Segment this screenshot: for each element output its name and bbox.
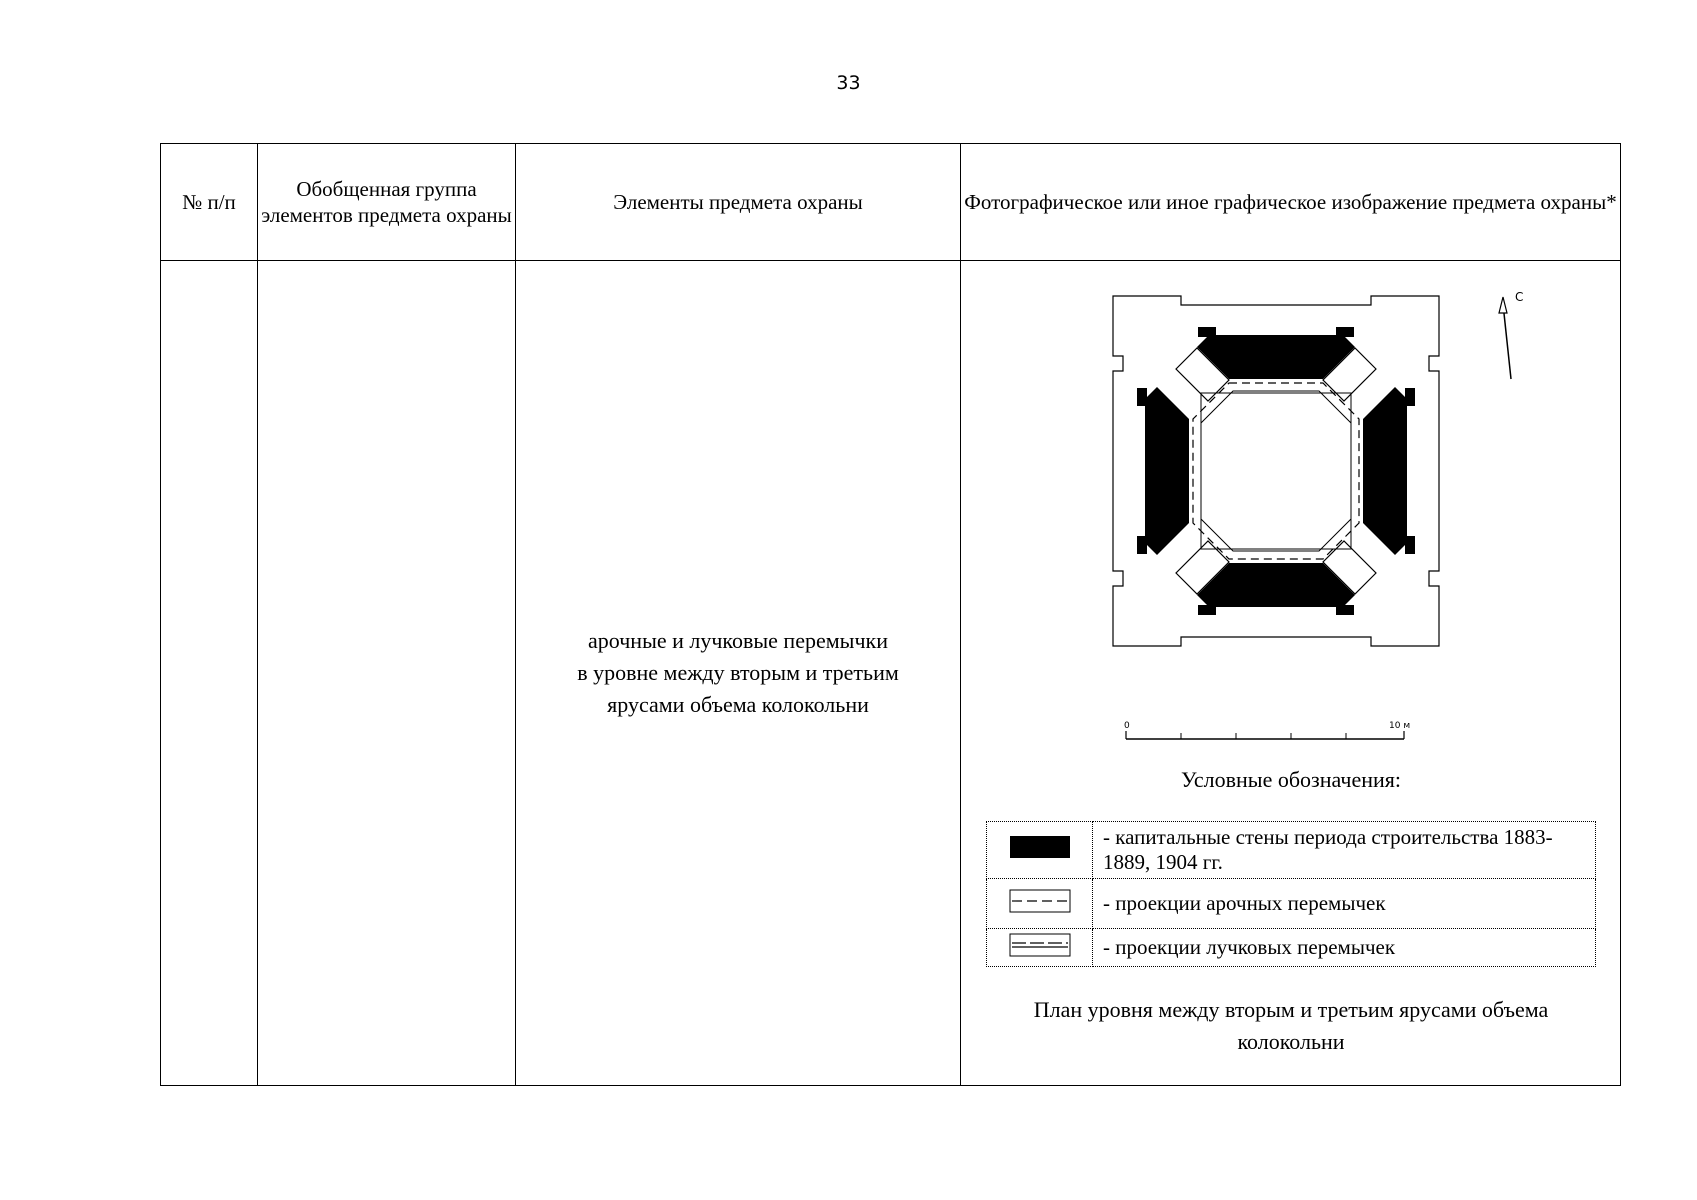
double-line-projection-symbol-icon: [987, 929, 1093, 967]
header-image: Фотографическое или иное графическое изображение предмета охраны*: [961, 144, 1621, 261]
cell-elements: [516, 261, 961, 1086]
north-arrow-icon: [1491, 289, 1531, 389]
legend-row: [987, 929, 1596, 967]
protection-table: [160, 143, 1621, 1086]
header-elements: Элементы предмета охраны: [516, 144, 961, 261]
header-group: Обобщенная группа элементов предмета охраны: [258, 144, 516, 261]
scale-start-label: 0: [1124, 721, 1130, 731]
scale-bar: [1121, 717, 1421, 747]
dashed-projection-symbol-icon: [987, 879, 1093, 929]
page-number: 33: [836, 72, 861, 94]
legend-row: [987, 879, 1596, 929]
legend-table: [986, 821, 1596, 967]
elements-line: ярусами объема колокольни: [607, 692, 869, 717]
legend-text: - проекции арочных перемычек: [1093, 879, 1596, 929]
table-header-row: [161, 144, 1621, 261]
header-number: № п/п: [161, 144, 258, 261]
cell-number: [161, 261, 258, 1086]
legend-text: - капитальные стены периода строительства 1883-1889, 1904 гг.: [1093, 822, 1596, 879]
cell-group: [258, 261, 516, 1086]
north-label: С: [1515, 290, 1524, 304]
table-row: [161, 261, 1621, 1086]
bell-tower-plan-drawing: [1101, 291, 1451, 651]
drawing-caption: План уровня между вторым и третьим ярусами объема колокольни: [1033, 997, 1549, 1054]
elements-line: в уровне между вторым и третьим: [577, 660, 899, 685]
legend-row: [987, 822, 1596, 879]
cell-image: [961, 261, 1621, 1086]
elements-line: арочные и лучковые перемычки: [588, 628, 888, 653]
solid-fill-symbol-icon: [987, 822, 1093, 879]
legend-title: Условные обозначения:: [1180, 767, 1402, 792]
scale-end-label: 10 м: [1389, 721, 1411, 731]
legend-text: - проекции лучковых перемычек: [1093, 929, 1596, 967]
